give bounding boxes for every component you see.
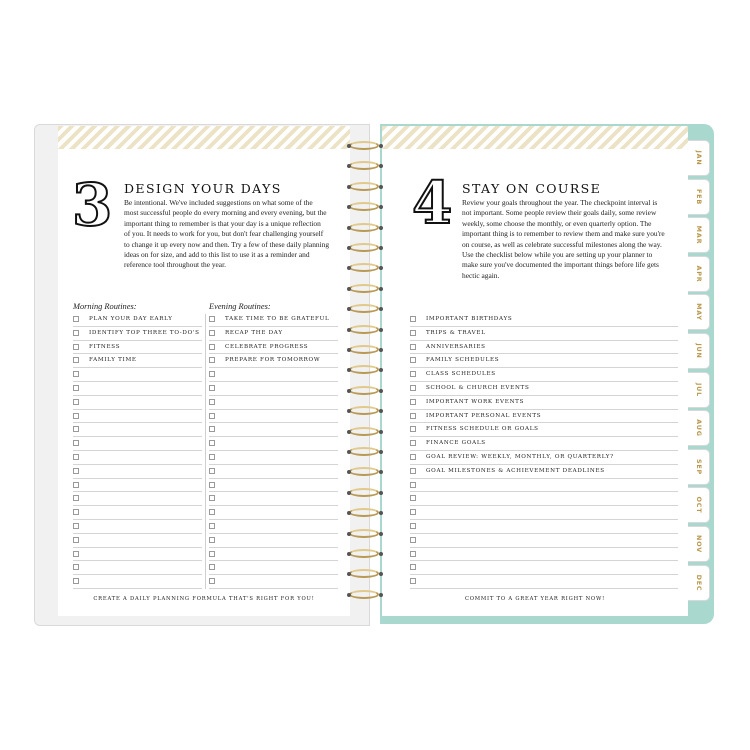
checklist-row — [410, 520, 678, 534]
spiral-ring — [347, 529, 383, 540]
checkbox[interactable] — [73, 509, 79, 515]
month-tab-label: APR — [694, 265, 703, 283]
checklist-item-label: TRIPS & TRAVEL — [426, 329, 486, 336]
month-tab-jul[interactable] — [688, 372, 710, 408]
checklist-item-label: CELEBRATE PROGRESS — [225, 343, 309, 350]
checklist-row — [73, 382, 202, 396]
checkbox[interactable] — [73, 564, 79, 570]
checkbox[interactable] — [410, 537, 416, 543]
right-page-number: 4 — [412, 169, 453, 237]
spiral-ring — [347, 488, 383, 499]
checkbox[interactable] — [410, 399, 416, 405]
checklist-row — [209, 479, 338, 493]
checklist-row — [209, 368, 338, 382]
checklist-item-label: IMPORTANT PERSONAL EVENTS — [426, 412, 542, 419]
checklist-item-label: FITNESS SCHEDULE OR GOALS — [426, 426, 539, 433]
month-tab-jun[interactable] — [688, 333, 710, 369]
month-tab-mar[interactable] — [688, 217, 710, 253]
checkbox[interactable] — [209, 482, 215, 488]
checkbox[interactable] — [209, 316, 215, 322]
checklist-row — [209, 506, 338, 520]
checklist-row — [73, 341, 202, 355]
checklist-row — [410, 492, 678, 506]
month-tab-label: OCT — [694, 496, 703, 514]
checklist-item-label: IMPORTANT BIRTHDAYS — [426, 316, 513, 322]
left-page-heading: DESIGN YOUR DAYS — [124, 181, 282, 196]
spiral-ring — [347, 345, 383, 356]
month-tab-jan[interactable] — [688, 140, 710, 176]
month-tab-sep[interactable] — [688, 449, 710, 485]
checkbox[interactable] — [410, 523, 416, 529]
checklist-row — [410, 561, 678, 575]
checklist-row — [209, 410, 338, 424]
checklist-row — [209, 561, 338, 575]
checklist-row — [73, 423, 202, 437]
month-tab-dec[interactable] — [688, 565, 710, 601]
right-body-line: weekly, some choose the monthly, or even quarterly option. The — [462, 218, 652, 228]
spiral-ring — [347, 223, 383, 234]
spiral-ring — [347, 447, 383, 458]
month-tab-label: MAY — [694, 303, 703, 322]
checkbox[interactable] — [73, 523, 79, 529]
month-tab-may[interactable] — [688, 294, 710, 330]
month-tab-oct[interactable] — [688, 487, 710, 523]
checklist-row — [410, 410, 678, 424]
checklist-row — [410, 396, 678, 410]
checklist-row — [410, 534, 678, 548]
left-body-line: reference tool throughout the year. — [124, 260, 226, 270]
checkbox[interactable] — [209, 413, 215, 419]
checklist-row — [209, 520, 338, 534]
spiral-ring — [347, 243, 383, 254]
checklist-item-label: SCHOOL & CHURCH EVENTS — [426, 384, 530, 391]
checklist-row — [410, 548, 678, 562]
month-tab-label: MAR — [694, 225, 703, 245]
checklist-row — [410, 437, 678, 451]
right-body-line: Use the checklist below while you are setting up your planner to — [462, 250, 653, 260]
checklist-item-label: IDENTIFY TOP THREE TO-DO'S — [89, 329, 200, 336]
evening-routines-label: Evening Routines: — [209, 302, 271, 311]
checkbox[interactable] — [209, 344, 215, 350]
checkbox[interactable] — [410, 413, 416, 419]
checklist-row — [410, 341, 678, 355]
checkbox[interactable] — [209, 509, 215, 515]
checklist-row — [410, 479, 678, 493]
checklist-row — [73, 561, 202, 575]
checkbox[interactable] — [73, 426, 79, 432]
checklist-item-label: RECAP THE DAY — [225, 329, 283, 336]
left-page-body — [124, 198, 348, 271]
checklist-item-label: GOAL REVIEW: WEEKLY, MONTHLY, OR QUARTERLY? — [426, 453, 614, 460]
left-page-number: 3 — [72, 171, 113, 239]
spiral-ring — [347, 406, 383, 417]
checklist-row — [209, 451, 338, 465]
column-divider — [205, 314, 206, 589]
checkbox[interactable] — [410, 564, 416, 570]
checklist-item-label: FAMILY TIME — [89, 357, 137, 364]
right-body-line: make sure you've documented the important things before life gets — [462, 260, 659, 270]
checkbox[interactable] — [410, 371, 416, 377]
checklist-row — [410, 506, 678, 520]
month-tab-label: JUN — [694, 343, 703, 359]
left-page-footer: CREATE A DAILY PLANNING FORMULA THAT'S RIGHT FOR YOU! — [93, 596, 315, 602]
spiral-binding — [347, 141, 383, 615]
left-body-line: of you. It needs to work for you, but don't fear challenging yourself — [124, 229, 324, 239]
checkbox[interactable] — [410, 495, 416, 501]
right-body-line: hectic again. — [462, 270, 500, 280]
morning-routines-label: Morning Routines: — [73, 302, 137, 311]
checkbox[interactable] — [209, 564, 215, 570]
checkbox[interactable] — [209, 357, 215, 363]
checklist-row — [209, 423, 338, 437]
month-tab-apr[interactable] — [688, 256, 710, 292]
checkbox[interactable] — [410, 551, 416, 557]
checklist-row — [209, 548, 338, 562]
checkbox[interactable] — [410, 468, 416, 474]
checkbox[interactable] — [209, 371, 215, 377]
checkbox[interactable] — [73, 482, 79, 488]
setup-checklist — [410, 313, 678, 589]
checkbox[interactable] — [410, 440, 416, 446]
checkbox[interactable] — [410, 482, 416, 488]
checklist-row — [73, 437, 202, 451]
checklist-row — [410, 451, 678, 465]
left-page — [58, 126, 350, 616]
checklist-row — [209, 492, 338, 506]
checklist-row — [410, 327, 678, 341]
month-tab-aug[interactable] — [688, 410, 710, 446]
spiral-ring — [347, 141, 383, 152]
checkbox[interactable] — [73, 413, 79, 419]
checkbox[interactable] — [73, 316, 79, 322]
checkbox[interactable] — [73, 468, 79, 474]
left-body-line: most successful people do every morning and every evening, but the — [124, 208, 327, 218]
checklist-row — [73, 396, 202, 410]
checkbox[interactable] — [73, 454, 79, 460]
checklist-row — [73, 368, 202, 382]
checkbox[interactable] — [410, 578, 416, 584]
spiral-ring — [347, 304, 383, 315]
checklist-row — [209, 313, 338, 327]
checklist-row — [209, 327, 338, 341]
checkbox[interactable] — [209, 551, 215, 557]
checklist-item-label: PLAN YOUR DAY EARLY — [89, 316, 173, 322]
checkbox[interactable] — [73, 357, 79, 363]
checkbox[interactable] — [73, 344, 79, 350]
checkbox[interactable] — [73, 440, 79, 446]
right-page-body — [462, 198, 684, 281]
checklist-row — [410, 354, 678, 368]
checkbox[interactable] — [410, 454, 416, 460]
checklist-row — [410, 575, 678, 589]
checklist-row — [73, 354, 202, 368]
checklist-item-label: FITNESS — [89, 343, 121, 350]
spiral-ring — [347, 182, 383, 193]
checklist-row — [73, 479, 202, 493]
checklist-row — [209, 341, 338, 355]
month-tab-label: FEB — [694, 188, 703, 205]
checklist-row — [410, 423, 678, 437]
checkbox[interactable] — [73, 399, 79, 405]
right-stripe-band — [382, 126, 688, 149]
checklist-row — [209, 382, 338, 396]
spiral-ring — [347, 427, 383, 438]
checkbox[interactable] — [73, 537, 79, 543]
month-tab-label: SEP — [694, 458, 703, 475]
checklist-row — [73, 548, 202, 562]
checkbox[interactable] — [209, 523, 215, 529]
left-body-line: Be intentional. We've included suggestions on what some of the — [124, 198, 313, 207]
spiral-ring — [347, 325, 383, 336]
checklist-row — [73, 451, 202, 465]
checklist-item-label: FINANCE GOALS — [426, 440, 486, 447]
spiral-ring — [347, 467, 383, 478]
left-body-line: ideas on for size, and add to this list to use it as a reminder and — [124, 250, 310, 260]
checkbox[interactable] — [209, 537, 215, 543]
checklist-item-label: FAMILY SCHEDULES — [426, 357, 500, 364]
checklist-row — [410, 465, 678, 479]
right-page — [382, 126, 688, 616]
checkbox[interactable] — [410, 316, 416, 322]
spiral-ring — [347, 202, 383, 213]
checklist-row — [209, 437, 338, 451]
checkbox[interactable] — [73, 495, 79, 501]
spiral-ring — [347, 161, 383, 172]
checklist-row — [209, 396, 338, 410]
checkbox[interactable] — [73, 371, 79, 377]
checklist-row — [73, 313, 202, 327]
month-tab-feb[interactable] — [688, 179, 710, 215]
checklist-row — [410, 368, 678, 382]
spiral-ring — [347, 284, 383, 295]
spiral-ring — [347, 508, 383, 519]
checklist-row — [73, 575, 202, 589]
checkbox[interactable] — [209, 495, 215, 501]
spiral-ring — [347, 263, 383, 274]
checklist-row — [410, 382, 678, 396]
checklist-item-label: GOAL MILESTONES & ACHIEVEMENT DEADLINES — [426, 467, 605, 474]
checklist-row — [73, 520, 202, 534]
checklist-item-label: PREPARE FOR TOMORROW — [225, 357, 321, 364]
checklist-item-label: TAKE TIME TO BE GRATEFUL — [225, 316, 330, 322]
checklist-row — [73, 534, 202, 548]
checklist-item-label: ANNIVERSARIES — [426, 343, 486, 350]
checklist-row — [209, 575, 338, 589]
checklist-row — [209, 534, 338, 548]
month-tab-nov[interactable] — [688, 526, 710, 562]
checkbox[interactable] — [209, 399, 215, 405]
month-tab-label: DEC — [694, 574, 703, 591]
spiral-ring — [347, 590, 383, 601]
checklist-item-label: IMPORTANT WORK EVENTS — [426, 398, 525, 405]
spiral-ring — [347, 386, 383, 397]
left-body-line: important thing to remember is that your day is a unique reflection — [124, 218, 321, 228]
checkbox[interactable] — [209, 468, 215, 474]
morning-routines-list — [73, 313, 202, 589]
checklist-row — [209, 354, 338, 368]
spiral-ring — [347, 365, 383, 376]
right-body-line: on course, as well as celebrate successful milestones along the way. — [462, 239, 662, 249]
checklist-row — [73, 506, 202, 520]
left-body-line: to change it up every now and then. Try a few of these daily planning — [124, 239, 330, 249]
checkbox[interactable] — [209, 426, 215, 432]
spiral-ring — [347, 549, 383, 560]
month-tab-label: JAN — [694, 150, 703, 166]
right-body-line: not important. Some people review their goals daily, some review — [462, 208, 657, 218]
checklist-row — [73, 410, 202, 424]
checkbox[interactable] — [73, 578, 79, 584]
month-tab-label: AUG — [694, 419, 703, 437]
checkbox[interactable] — [209, 578, 215, 584]
checkbox[interactable] — [73, 330, 79, 336]
left-stripe-band — [58, 126, 350, 149]
checkbox[interactable] — [73, 385, 79, 391]
month-tab-label: JUL — [694, 382, 703, 397]
checkbox[interactable] — [410, 385, 416, 391]
checklist-row — [73, 465, 202, 479]
checkbox[interactable] — [410, 509, 416, 515]
right-body-line: Review your goals throughout the year. The checkpoint interval is — [462, 198, 658, 207]
checklist-row — [73, 327, 202, 341]
right-page-heading: STAY ON COURSE — [462, 181, 602, 196]
spiral-ring — [347, 569, 383, 580]
checklist-row — [209, 465, 338, 479]
right-body-line: important thing is to remember to review them and make sure you're — [462, 229, 665, 239]
checkbox[interactable] — [410, 330, 416, 336]
checklist-item-label: CLASS SCHEDULES — [426, 371, 496, 378]
month-tab-label: NOV — [694, 535, 703, 553]
checkbox[interactable] — [410, 426, 416, 432]
right-page-footer: COMMIT TO A GREAT YEAR RIGHT NOW! — [464, 596, 606, 602]
checkbox[interactable] — [410, 344, 416, 350]
checkbox[interactable] — [410, 357, 416, 363]
evening-routines-list — [209, 313, 338, 589]
checkbox[interactable] — [209, 454, 215, 460]
checkbox[interactable] — [209, 330, 215, 336]
checkbox[interactable] — [209, 440, 215, 446]
checklist-row — [73, 492, 202, 506]
checkbox[interactable] — [73, 551, 79, 557]
checklist-row — [410, 313, 678, 327]
checkbox[interactable] — [209, 385, 215, 391]
